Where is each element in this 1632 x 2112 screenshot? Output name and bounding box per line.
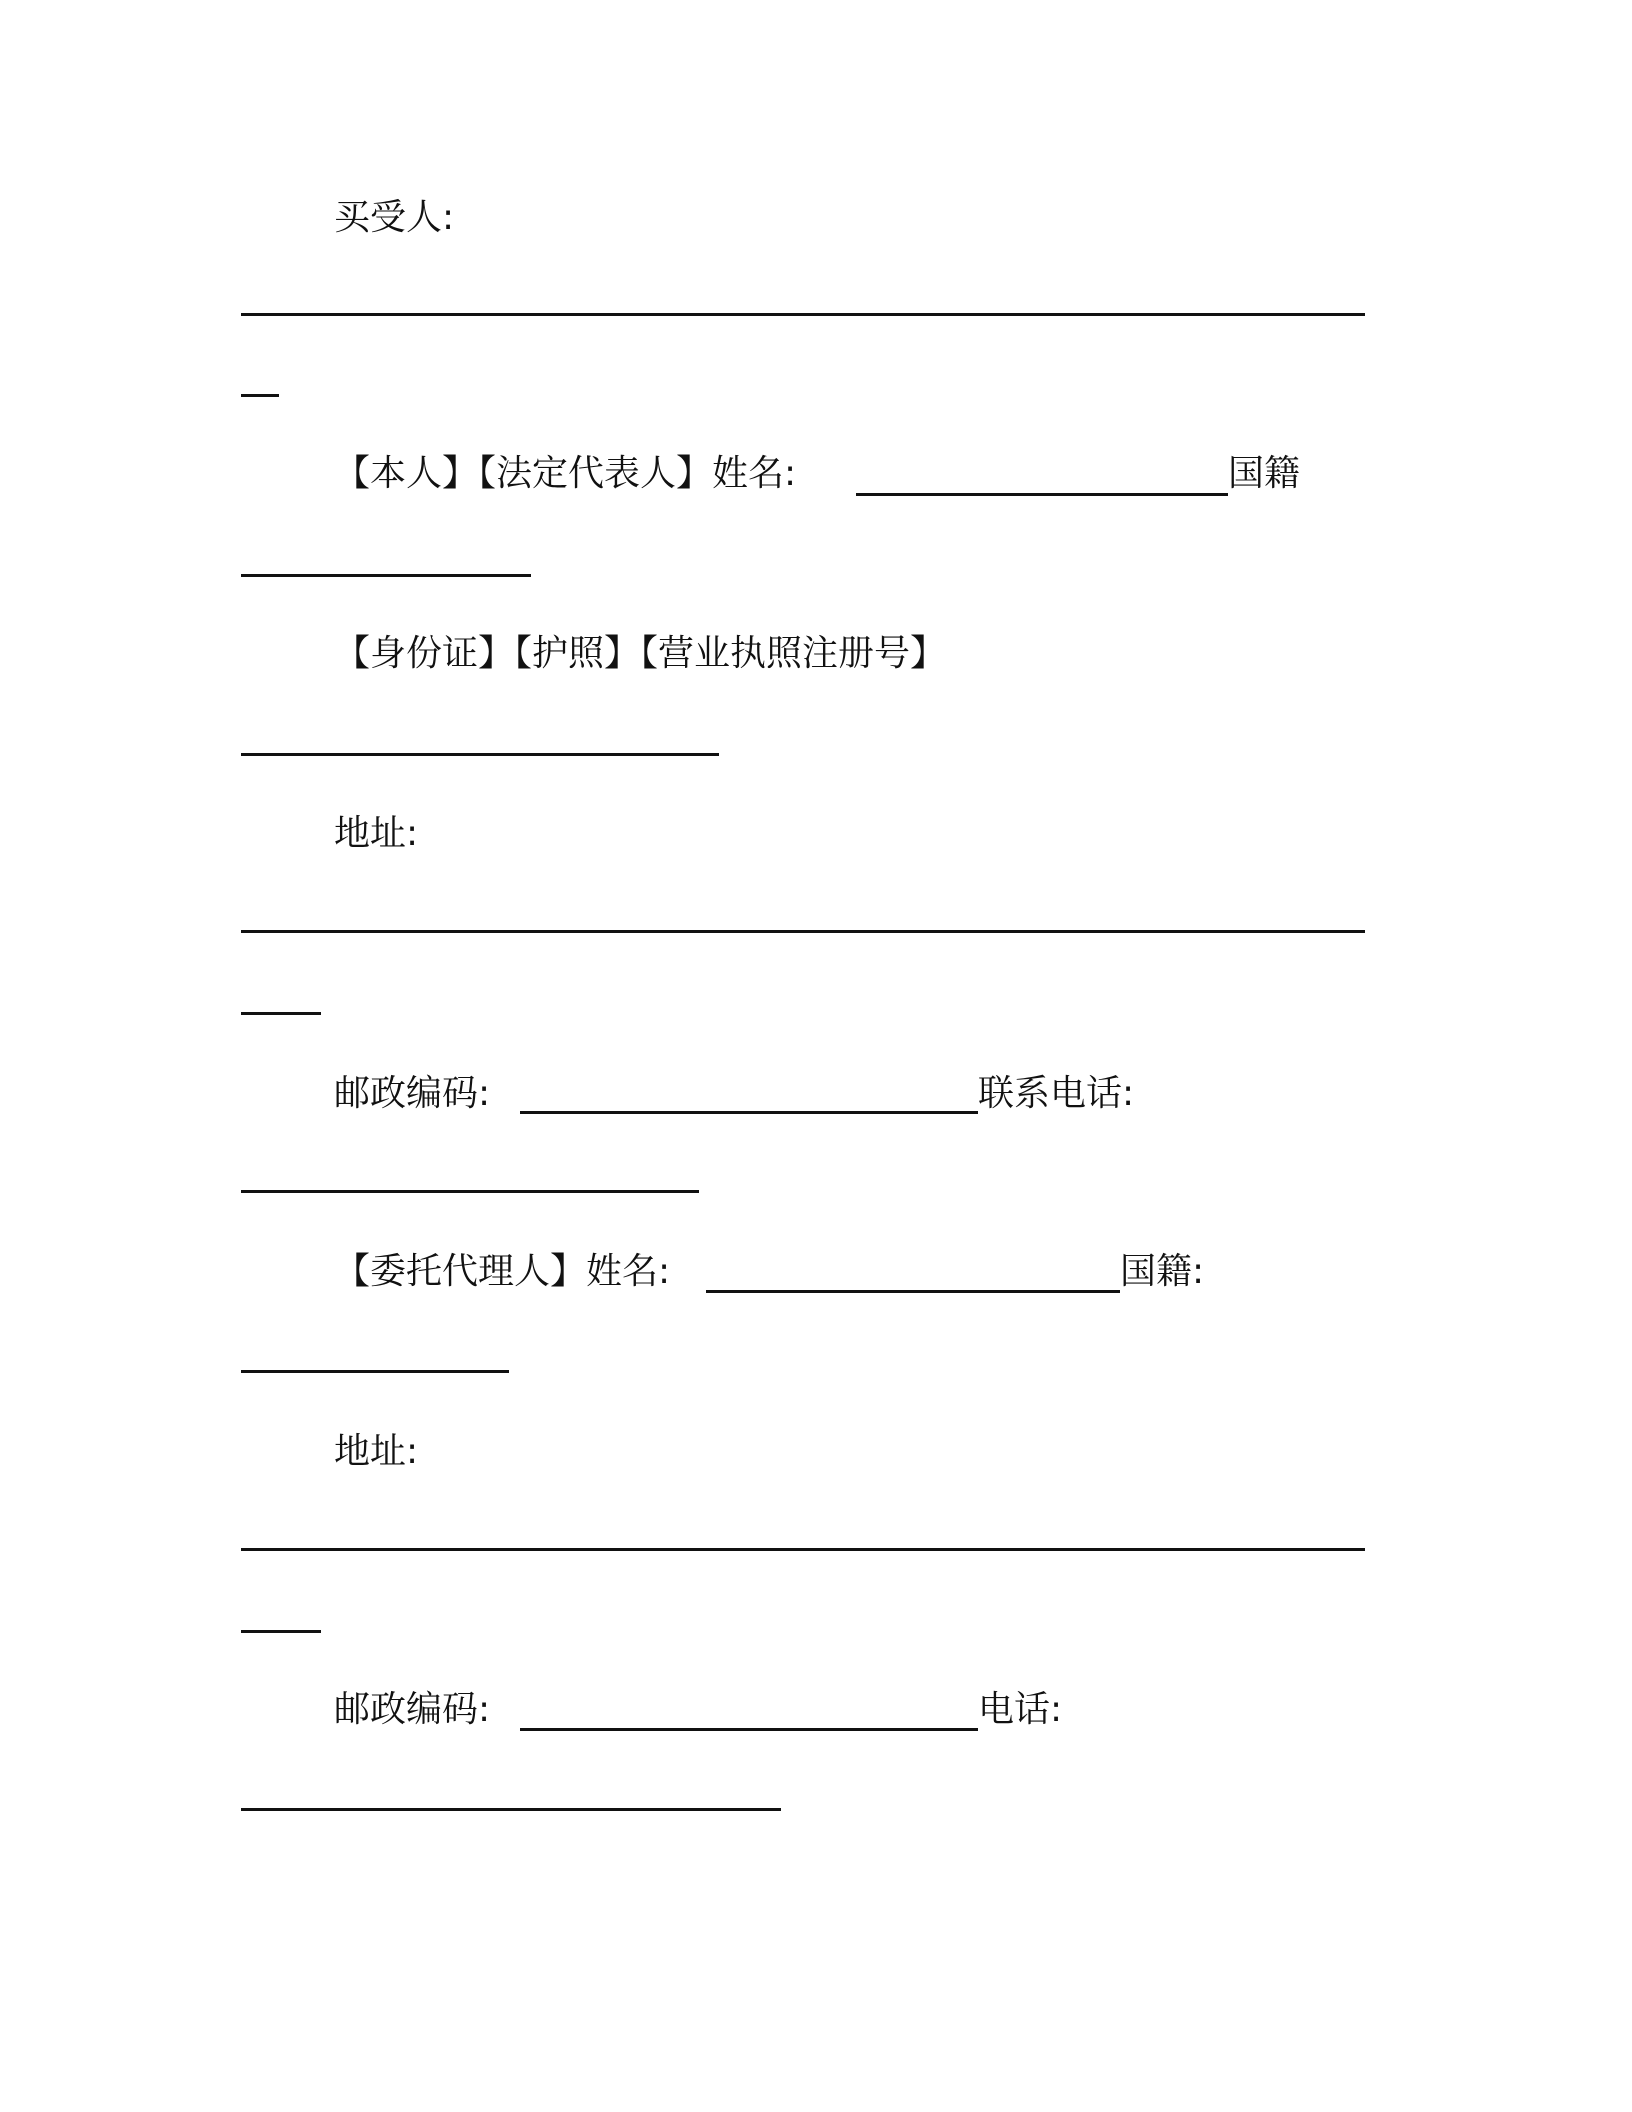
agent-address-blank-line-cont[interactable] <box>241 1630 321 1633</box>
agent-name-label: 【委托代理人】姓名: <box>334 1251 671 1292</box>
postal-code-blank[interactable] <box>520 1111 978 1114</box>
address-blank-line[interactable] <box>241 930 1365 933</box>
representative-nationality-label: 国籍 <box>1228 453 1301 494</box>
agent-address-label: 地址: <box>334 1431 419 1472</box>
buyer-blank-line[interactable] <box>241 313 1365 316</box>
agent-nationality-blank[interactable] <box>241 1370 509 1373</box>
agent-phone-blank[interactable] <box>241 1808 781 1811</box>
representative-name-blank[interactable] <box>856 493 1228 496</box>
buyer-blank-line-cont[interactable] <box>241 394 279 397</box>
postal-code-label: 邮政编码: <box>334 1073 491 1114</box>
buyer-heading: 买受人: <box>334 197 455 238</box>
address-label: 地址: <box>334 813 419 854</box>
agent-name-blank[interactable] <box>706 1290 1120 1293</box>
agent-phone-label: 电话: <box>978 1689 1063 1730</box>
agent-nationality-label: 国籍: <box>1120 1251 1205 1292</box>
id-number-blank[interactable] <box>241 753 719 756</box>
address-blank-line-cont[interactable] <box>241 1012 321 1015</box>
agent-address-blank-line[interactable] <box>241 1548 1365 1551</box>
contact-phone-label: 联系电话: <box>978 1073 1135 1114</box>
contact-phone-blank[interactable] <box>241 1190 699 1193</box>
agent-postal-code-label: 邮政编码: <box>334 1689 491 1730</box>
id-type-label: 【身份证】【护照】【营业执照注册号】 <box>334 633 947 674</box>
agent-postal-code-blank[interactable] <box>520 1728 978 1731</box>
representative-name-label: 【本人】【法定代表人】姓名: <box>334 453 797 494</box>
representative-nationality-blank[interactable] <box>241 574 531 577</box>
